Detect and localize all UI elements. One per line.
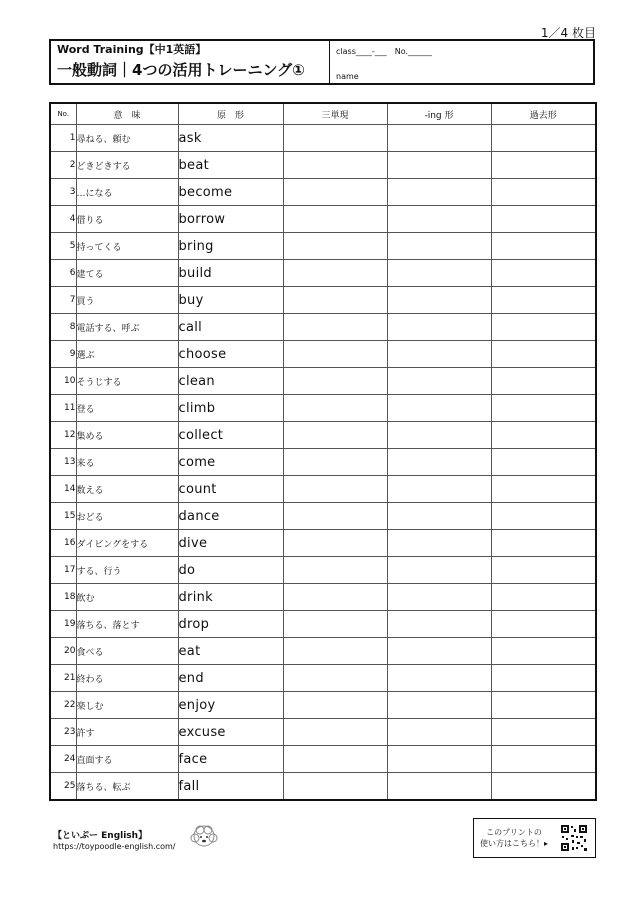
toy-poodle-icon (186, 822, 222, 852)
row-third-person-blank[interactable] (283, 314, 387, 341)
table-row (50, 584, 596, 611)
table-row (50, 773, 596, 801)
row-ing-form-blank[interactable] (387, 530, 491, 557)
table-header-row (50, 103, 596, 125)
row-ing-form-blank[interactable] (387, 557, 491, 584)
row-base-form: end (178, 665, 283, 692)
row-third-person-blank[interactable] (283, 368, 387, 395)
row-past-form-blank[interactable] (491, 179, 596, 206)
row-meaning: 落ちる、転ぶ (76, 773, 178, 801)
row-meaning: 持ってくる (76, 233, 178, 260)
name-field: name (336, 72, 359, 81)
row-number: 24 (50, 746, 76, 773)
row-meaning: 選ぶ (76, 341, 178, 368)
row-base-form: build (178, 260, 283, 287)
row-third-person-blank[interactable] (283, 233, 387, 260)
row-third-person-blank[interactable] (283, 557, 387, 584)
table-row (50, 233, 596, 260)
row-past-form-blank[interactable] (491, 530, 596, 557)
row-past-form-blank[interactable] (491, 368, 596, 395)
column-header-base-form: 原 形 (178, 103, 283, 125)
row-base-form: beat (178, 152, 283, 179)
table-row (50, 449, 596, 476)
row-third-person-blank[interactable] (283, 395, 387, 422)
row-third-person-blank[interactable] (283, 503, 387, 530)
row-meaning: おどる (76, 503, 178, 530)
row-ing-form-blank[interactable] (387, 314, 491, 341)
column-header-ing-form: -ing 形 (387, 103, 491, 125)
row-base-form: call (178, 314, 283, 341)
table-row (50, 125, 596, 152)
row-ing-form-blank[interactable] (387, 773, 491, 801)
table-row (50, 260, 596, 287)
row-ing-form-blank[interactable] (387, 341, 491, 368)
row-third-person-blank[interactable] (283, 638, 387, 665)
usage-guide-link[interactable] (473, 818, 596, 858)
worksheet-title: 一般動詞｜4つの活用トレーニング① (57, 61, 305, 79)
row-meaning: 来る (76, 449, 178, 476)
row-meaning: 楽しむ (76, 692, 178, 719)
table-row (50, 503, 596, 530)
row-meaning: 建てる (76, 260, 178, 287)
row-base-form: buy (178, 287, 283, 314)
row-meaning: 終わる (76, 665, 178, 692)
row-number: 21 (50, 665, 76, 692)
row-ing-form-blank[interactable] (387, 395, 491, 422)
table-row (50, 530, 596, 557)
row-past-form-blank[interactable] (491, 233, 596, 260)
table-row (50, 368, 596, 395)
row-past-form-blank[interactable] (491, 476, 596, 503)
row-number: 14 (50, 476, 76, 503)
table-row (50, 314, 596, 341)
row-meaning: 集める (76, 422, 178, 449)
row-meaning: 食べる (76, 638, 178, 665)
row-meaning: …になる (76, 179, 178, 206)
row-third-person-blank[interactable] (283, 476, 387, 503)
row-number: 16 (50, 530, 76, 557)
row-past-form-blank[interactable] (491, 584, 596, 611)
table-row (50, 206, 596, 233)
row-number: 13 (50, 449, 76, 476)
usage-guide-text: このプリントの 使い方はこちら！▸ (479, 828, 548, 848)
row-base-form: face (178, 746, 283, 773)
row-base-form: dive (178, 530, 283, 557)
row-base-form: choose (178, 341, 283, 368)
row-number: 8 (50, 314, 76, 341)
row-base-form: come (178, 449, 283, 476)
table-row (50, 638, 596, 665)
row-number: 25 (50, 773, 76, 801)
student-info-area (330, 41, 593, 83)
row-number: 11 (50, 395, 76, 422)
row-third-person-blank[interactable] (283, 125, 387, 152)
row-meaning: そうじする (76, 368, 178, 395)
row-past-form-blank[interactable] (491, 260, 596, 287)
row-number: 6 (50, 260, 76, 287)
row-meaning: 借りる (76, 206, 178, 233)
worksheet-header (49, 39, 595, 85)
row-past-form-blank[interactable] (491, 314, 596, 341)
row-third-person-blank[interactable] (283, 287, 387, 314)
row-base-form: enjoy (178, 692, 283, 719)
row-past-form-blank[interactable] (491, 125, 596, 152)
row-ing-form-blank[interactable] (387, 179, 491, 206)
row-number: 2 (50, 152, 76, 179)
row-number: 15 (50, 503, 76, 530)
row-third-person-blank[interactable] (283, 206, 387, 233)
row-base-form: bring (178, 233, 283, 260)
row-ing-form-blank[interactable] (387, 665, 491, 692)
row-base-form: count (178, 476, 283, 503)
table-row (50, 395, 596, 422)
row-ing-form-blank[interactable] (387, 368, 491, 395)
row-past-form-blank[interactable] (491, 152, 596, 179)
row-ing-form-blank[interactable] (387, 719, 491, 746)
row-ing-form-blank[interactable] (387, 503, 491, 530)
row-past-form-blank[interactable] (491, 773, 596, 801)
row-ing-form-blank[interactable] (387, 125, 491, 152)
worksheet-subject: Word Training【中1英語】 (57, 43, 207, 56)
row-third-person-blank[interactable] (283, 692, 387, 719)
row-base-form: fall (178, 773, 283, 801)
row-number: 1 (50, 125, 76, 152)
row-number: 7 (50, 287, 76, 314)
row-past-form-blank[interactable] (491, 422, 596, 449)
row-ing-form-blank[interactable] (387, 422, 491, 449)
row-past-form-blank[interactable] (491, 206, 596, 233)
table-row (50, 341, 596, 368)
row-base-form: become (178, 179, 283, 206)
row-past-form-blank[interactable] (491, 746, 596, 773)
table-row (50, 422, 596, 449)
row-meaning: 許す (76, 719, 178, 746)
row-third-person-blank[interactable] (283, 665, 387, 692)
row-number: 12 (50, 422, 76, 449)
row-third-person-blank[interactable] (283, 719, 387, 746)
row-past-form-blank[interactable] (491, 395, 596, 422)
column-header-third-person: 三単現 (283, 103, 387, 125)
row-base-form: climb (178, 395, 283, 422)
row-third-person-blank[interactable] (283, 746, 387, 773)
row-base-form: excuse (178, 719, 283, 746)
row-past-form-blank[interactable] (491, 692, 596, 719)
title-area (51, 41, 330, 83)
table-row (50, 287, 596, 314)
row-number: 10 (50, 368, 76, 395)
row-number: 4 (50, 206, 76, 233)
row-ing-form-blank[interactable] (387, 233, 491, 260)
row-base-form: clean (178, 368, 283, 395)
column-header-meaning: 意 味 (76, 103, 178, 125)
row-meaning: する、行う (76, 557, 178, 584)
table-row (50, 719, 596, 746)
row-past-form-blank[interactable] (491, 611, 596, 638)
table-row (50, 611, 596, 638)
row-ing-form-blank[interactable] (387, 260, 491, 287)
row-past-form-blank[interactable] (491, 341, 596, 368)
table-row (50, 152, 596, 179)
row-base-form: drop (178, 611, 283, 638)
row-ing-form-blank[interactable] (387, 287, 491, 314)
row-number: 18 (50, 584, 76, 611)
row-third-person-blank[interactable] (283, 530, 387, 557)
row-meaning: ダイビングをする (76, 530, 178, 557)
row-past-form-blank[interactable] (491, 503, 596, 530)
class-number-field: class____-___ No.______ (336, 47, 433, 56)
row-number: 9 (50, 341, 76, 368)
row-meaning: 落ちる、落とす (76, 611, 178, 638)
row-base-form: drink (178, 584, 283, 611)
column-header-past-form: 過去形 (491, 103, 596, 125)
row-number: 5 (50, 233, 76, 260)
row-third-person-blank[interactable] (283, 449, 387, 476)
row-base-form: do (178, 557, 283, 584)
row-third-person-blank[interactable] (283, 341, 387, 368)
brand-url[interactable]: https://toypoodle-english.com/ (53, 842, 176, 851)
row-past-form-blank[interactable] (491, 665, 596, 692)
row-meaning: どきどきする (76, 152, 178, 179)
row-ing-form-blank[interactable] (387, 476, 491, 503)
row-base-form: eat (178, 638, 283, 665)
row-past-form-blank[interactable] (491, 719, 596, 746)
row-ing-form-blank[interactable] (387, 692, 491, 719)
table-row (50, 179, 596, 206)
table-row (50, 557, 596, 584)
table-row (50, 692, 596, 719)
row-third-person-blank[interactable] (283, 611, 387, 638)
brand-name: 【といぷー English】 (53, 831, 148, 841)
row-ing-form-blank[interactable] (387, 152, 491, 179)
row-number: 20 (50, 638, 76, 665)
row-meaning: 登る (76, 395, 178, 422)
qr-code-icon[interactable] (560, 824, 588, 852)
row-third-person-blank[interactable] (283, 773, 387, 801)
row-number: 23 (50, 719, 76, 746)
row-past-form-blank[interactable] (491, 449, 596, 476)
row-ing-form-blank[interactable] (387, 611, 491, 638)
row-base-form: collect (178, 422, 283, 449)
row-base-form: dance (178, 503, 283, 530)
row-ing-form-blank[interactable] (387, 449, 491, 476)
row-third-person-blank[interactable] (283, 179, 387, 206)
row-meaning: 買う (76, 287, 178, 314)
row-number: 17 (50, 557, 76, 584)
row-number: 3 (50, 179, 76, 206)
row-base-form: borrow (178, 206, 283, 233)
row-base-form: ask (178, 125, 283, 152)
row-meaning: 尋ねる、頼む (76, 125, 178, 152)
row-meaning: 飲む (76, 584, 178, 611)
row-number: 22 (50, 692, 76, 719)
row-ing-form-blank[interactable] (387, 638, 491, 665)
column-header-no: No. (50, 103, 76, 125)
row-third-person-blank[interactable] (283, 584, 387, 611)
table-row (50, 746, 596, 773)
page-number: 1／4 枚目 (540, 26, 596, 40)
row-ing-form-blank[interactable] (387, 206, 491, 233)
row-meaning: 数える (76, 476, 178, 503)
row-meaning: 直面する (76, 746, 178, 773)
row-past-form-blank[interactable] (491, 557, 596, 584)
table-row (50, 476, 596, 503)
row-ing-form-blank[interactable] (387, 746, 491, 773)
row-past-form-blank[interactable] (491, 287, 596, 314)
row-past-form-blank[interactable] (491, 638, 596, 665)
row-number: 19 (50, 611, 76, 638)
row-third-person-blank[interactable] (283, 152, 387, 179)
row-third-person-blank[interactable] (283, 422, 387, 449)
row-third-person-blank[interactable] (283, 260, 387, 287)
verb-table (49, 102, 597, 801)
table-row (50, 665, 596, 692)
row-ing-form-blank[interactable] (387, 584, 491, 611)
row-meaning: 電話する、呼ぶ (76, 314, 178, 341)
